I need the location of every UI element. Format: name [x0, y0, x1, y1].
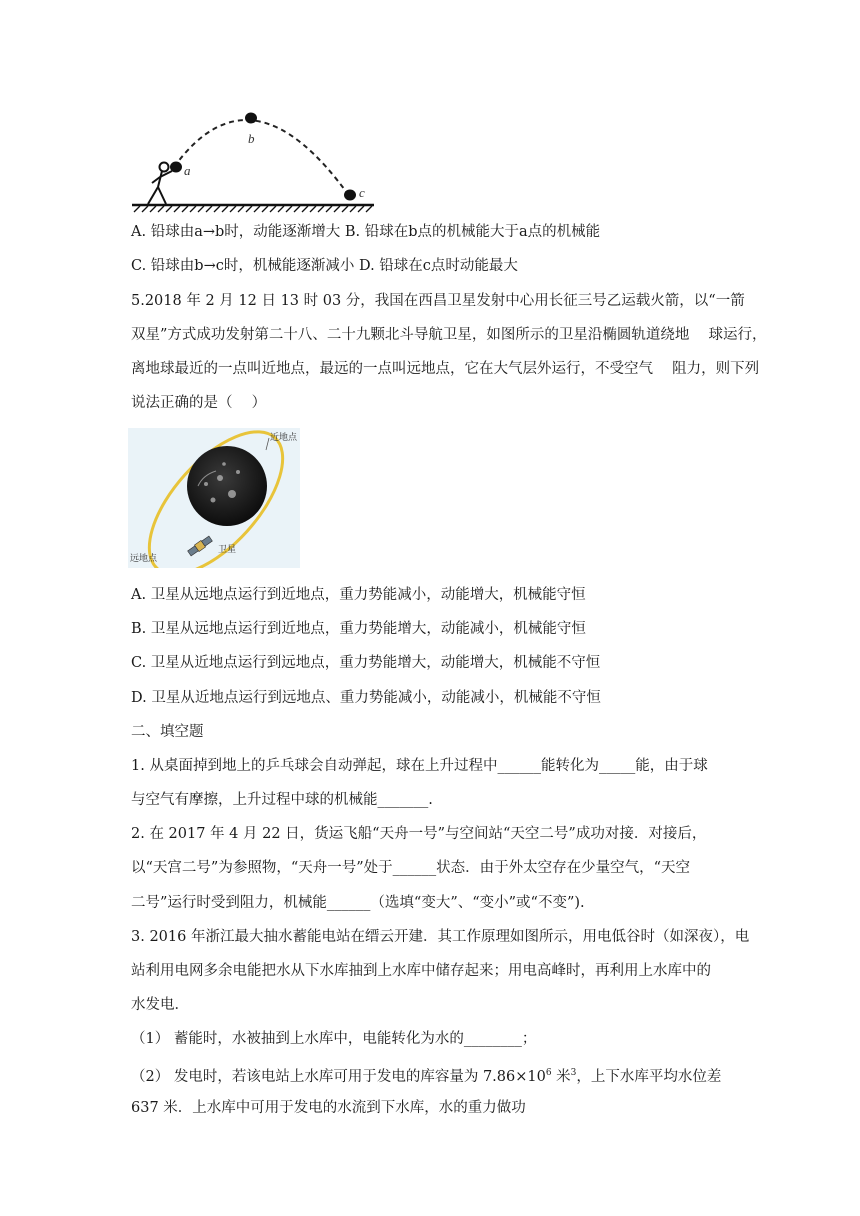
fill-q2-line2: 以“天宫二号”为参照物，“天舟一号”处于______状态．由于外太空存在少量空气，“天空	[131, 860, 691, 876]
fill-q3-line2: 站利用电网多余电能把水从下水库抽到上水库中储存起来；用电高峰时，再利用上水库中的	[131, 963, 711, 979]
fill-q3-line3: 水发电．	[131, 997, 189, 1013]
sub2-text-a: （2） 发电时，若该电站上水库可用于发电的库容量为 7.86×10	[131, 1068, 546, 1085]
sub2-text-c: ，上下水库平均水位差	[576, 1068, 722, 1085]
near-point-label: 近地点	[270, 433, 298, 443]
ball-c	[344, 190, 356, 201]
label-a: a	[184, 163, 191, 178]
thrower-figure	[148, 163, 172, 205]
fill-q1-line2: 与空气有摩擦，上升过程中球的机械能_______.	[131, 792, 433, 808]
fill-q1-line1: 1. 从桌面掉到地上的乒乓球会自动弹起，球在上升过程中______能转化为_____能，由于球	[131, 758, 708, 774]
q5-stem-line3: 离地球最近的一点叫近地点，最远的一点叫远地点，它在大气层外运行，不受空气 阻力，则下列	[131, 361, 760, 377]
label-c: c	[359, 185, 365, 200]
fill-q2-line1: 2. 在 2017 年 4 月 22 日，货运飞船“天舟一号”与空间站“天空二号”成功对接．对接后，	[131, 826, 707, 842]
q5-option-c: C. 卫星从近地点运行到远地点，重力势能增大，动能增大，机械能不守恒	[131, 655, 601, 671]
trajectory-path	[174, 120, 350, 197]
q5-option-d: D. 卫星从近地点运行到远地点、重力势能减小，动能减小，机械能不守恒	[131, 690, 601, 706]
q5-stem-line2: 双星”方式成功发射第二十八、二十九颗北斗导航卫星，如图所示的卫星沿椭圆轨道绕地 球运行，	[131, 327, 767, 343]
label-b: b	[248, 131, 255, 146]
fill-q2-line3: 二号”运行时受到阻力，机械能______（选填“变大”、“变小”或“不变”).	[131, 895, 585, 911]
section-heading: 二、填空题	[131, 724, 204, 740]
q4-options-cd: C. 铅球由b→c时，机械能逐渐减小 D. 铅球在c点时动能最大	[131, 258, 518, 274]
ball-b	[245, 113, 257, 124]
q5-stem-line1: 5.2018 年 2 月 12 日 13 时 03 分，我国在西昌卫星发射中心用长征三号乙运载火箭，以“一箭	[131, 293, 745, 309]
far-point-label: 远地点	[130, 554, 158, 564]
fill-q3-line1: 3. 2016 年浙江最大抽水蓄能电站在缙云开建．其工作原理如图所示，用电低谷时（如深夜），电	[131, 929, 750, 945]
q5-option-a: A. 卫星从远地点运行到近地点，重力势能减小，动能增大，机械能守恒	[131, 587, 586, 603]
q5-stem-line4: 说法正确的是（ ）	[131, 395, 267, 411]
sub2-exponent-6: 6	[545, 1068, 552, 1078]
satellite-orbit-figure	[128, 428, 300, 568]
earth	[187, 446, 267, 526]
satellite-label: 卫星	[218, 545, 237, 555]
q4-options-ab: A. 铅球由a→b时，动能逐渐增大 B. 铅球在b点的机械能大于a点的机械能	[131, 224, 601, 240]
fill-q3-sub1: （1） 蓄能时，水被抽到上水库中，电能转化为水的________；	[131, 1031, 537, 1047]
sub2-text-b: 米	[551, 1068, 571, 1085]
shot-put-trajectory-figure	[130, 105, 378, 213]
sub2-exponent-3: 3	[570, 1068, 577, 1078]
fill-q3-sub3: 637 米．上水库中可用于发电的水流到下水库，水的重力做功	[131, 1100, 526, 1116]
ground	[132, 205, 374, 212]
q5-option-b: B. 卫星从远地点运行到近地点，重力势能增大，动能减小，机械能守恒	[131, 621, 586, 637]
fill-q3-sub2	[131, 1063, 721, 1087]
ball-a	[170, 162, 182, 173]
